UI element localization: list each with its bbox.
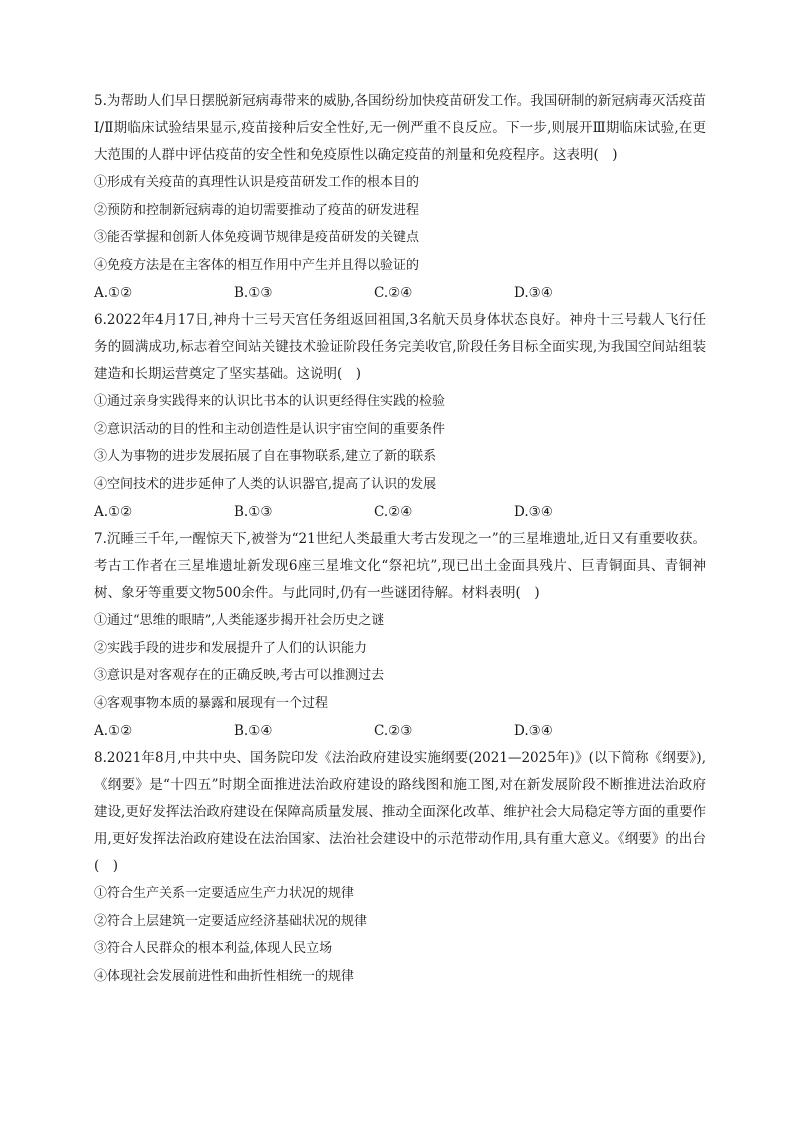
statement: ①通过亲身实践得来的认识比书本的认识更经得住实践的检验 (94, 394, 446, 409)
choice-a[interactable]: A.①② (94, 723, 133, 739)
choice-a[interactable]: A.①② (94, 504, 133, 520)
statement: ①通过“思维的眼睛”,人类能逐步揭开社会历史之谜 (94, 613, 385, 628)
question-stem: 7.沉睡三千年,一醒惊天下,被誉为“21世纪人类最重大考古发现之一”的三星堆遗址,近日又有重要收获。考古工作者在三星堆遗址新发现6座三星堆文化“祭祀坑”,现已出土金面具残片、巨青铜面具、青铜神树、象牙等重要文物500余件。与此同时,仍有一些谜团待解。材料表明( ) (94, 531, 706, 601)
answer-choices (94, 498, 706, 526)
statement: ④体现社会发展前进性和曲折性相统一的规律 (94, 968, 355, 984)
answer-choices (94, 717, 706, 745)
choice-d[interactable]: D.③④ (514, 723, 553, 739)
statement: ②符合上层建筑一定要适应经济基础状况的规律 (94, 913, 368, 929)
statement: ②意识活动的目的性和主动创造性是认识宇宙空间的重要条件 (94, 421, 446, 437)
question-6 (94, 307, 706, 526)
question-5 (94, 88, 706, 307)
statement: ②预防和控制新冠病毒的迫切需要推动了疫苗的研发进程 (94, 202, 420, 218)
statement: ④免疫方法是在主客体的相互作用中产生并且得以验证的 (94, 257, 420, 273)
choice-a[interactable]: A.①② (94, 285, 133, 301)
document-page (94, 88, 706, 990)
statement: ①符合生产关系一定要适应生产力状况的规律 (94, 886, 355, 901)
statement: ④客观事物本质的暴露和展现有一个过程 (94, 695, 329, 711)
choice-c[interactable]: C.②④ (374, 285, 413, 301)
choice-b[interactable]: B.①③ (234, 504, 273, 520)
statement: ③能否掌握和创新人体免疫调节规律是疫苗研发的关键点 (94, 230, 420, 245)
statement: ④空间技术的进步延伸了人类的认识器官,提高了认识的发展 (94, 476, 437, 492)
question-stem: 5.为帮助人们早日摆脱新冠病毒带来的威胁,各国纷纷加快疫苗研发工作。我国研制的新冠病毒灭活疫苗Ⅰ/Ⅱ期临床试验结果显示,疫苗接种后安全性好,无一例严重不良反应。下一步,则展开Ⅲ期临床试验,在更大范围的人群中评估疫苗的安全性和免疫原性以确定疫苗的剂量和免疫程序。这表明( ) (94, 93, 706, 163)
choice-b[interactable]: B.①③ (234, 285, 273, 301)
statement: ③符合人民群众的根本利益,体现人民立场 (94, 941, 333, 956)
statement: ②实践手段的进步和发展提升了人们的认识能力 (94, 640, 368, 656)
choice-d[interactable]: D.③④ (514, 285, 553, 301)
statement: ③人为事物的进步发展拓展了自在事物联系,建立了新的联系 (94, 449, 437, 464)
choice-c[interactable]: C.②③ (374, 723, 413, 739)
choice-d[interactable]: D.③④ (514, 504, 553, 520)
statement: ①形成有关疫苗的真理性认识是疫苗研发工作的根本目的 (94, 175, 420, 190)
statement: ③意识是对客观存在的正确反映,考古可以推测过去 (94, 668, 385, 683)
answer-choices (94, 279, 706, 307)
question-8 (94, 745, 706, 990)
question-stem: 8.2021年8月,中共中央、国务院印发《法治政府建设实施纲要(2021—2025年)》(以下简称《纲要》),《纲要》是“十四五”时期全面推进法治政府建设的路线图和施工图,对在新发展阶段不断推进法治政府建设,更好发挥法治政府建设在保障高质量发展、推动全面深化改革、维护社会大局稳定等方面的重要作用,更好发挥法治政府建设在法治国家、法治社会建设中的示范带动作用,具有重大意义。《纲要》的出台( ) (94, 750, 706, 874)
choice-b[interactable]: B.①④ (234, 723, 273, 739)
question-7 (94, 526, 706, 745)
choice-c[interactable]: C.②④ (374, 504, 413, 520)
question-stem: 6.2022年4月17日,神舟十三号天宫任务组返回祖国,3名航天员身体状态良好。神舟十三号载人飞行任务的圆满成功,标志着空间站关键技术验证阶段任务完美收官,阶段任务目标全面实现,为我国空间站组装建造和长期运营奠定了坚实基础。这说明( ) (94, 312, 706, 382)
